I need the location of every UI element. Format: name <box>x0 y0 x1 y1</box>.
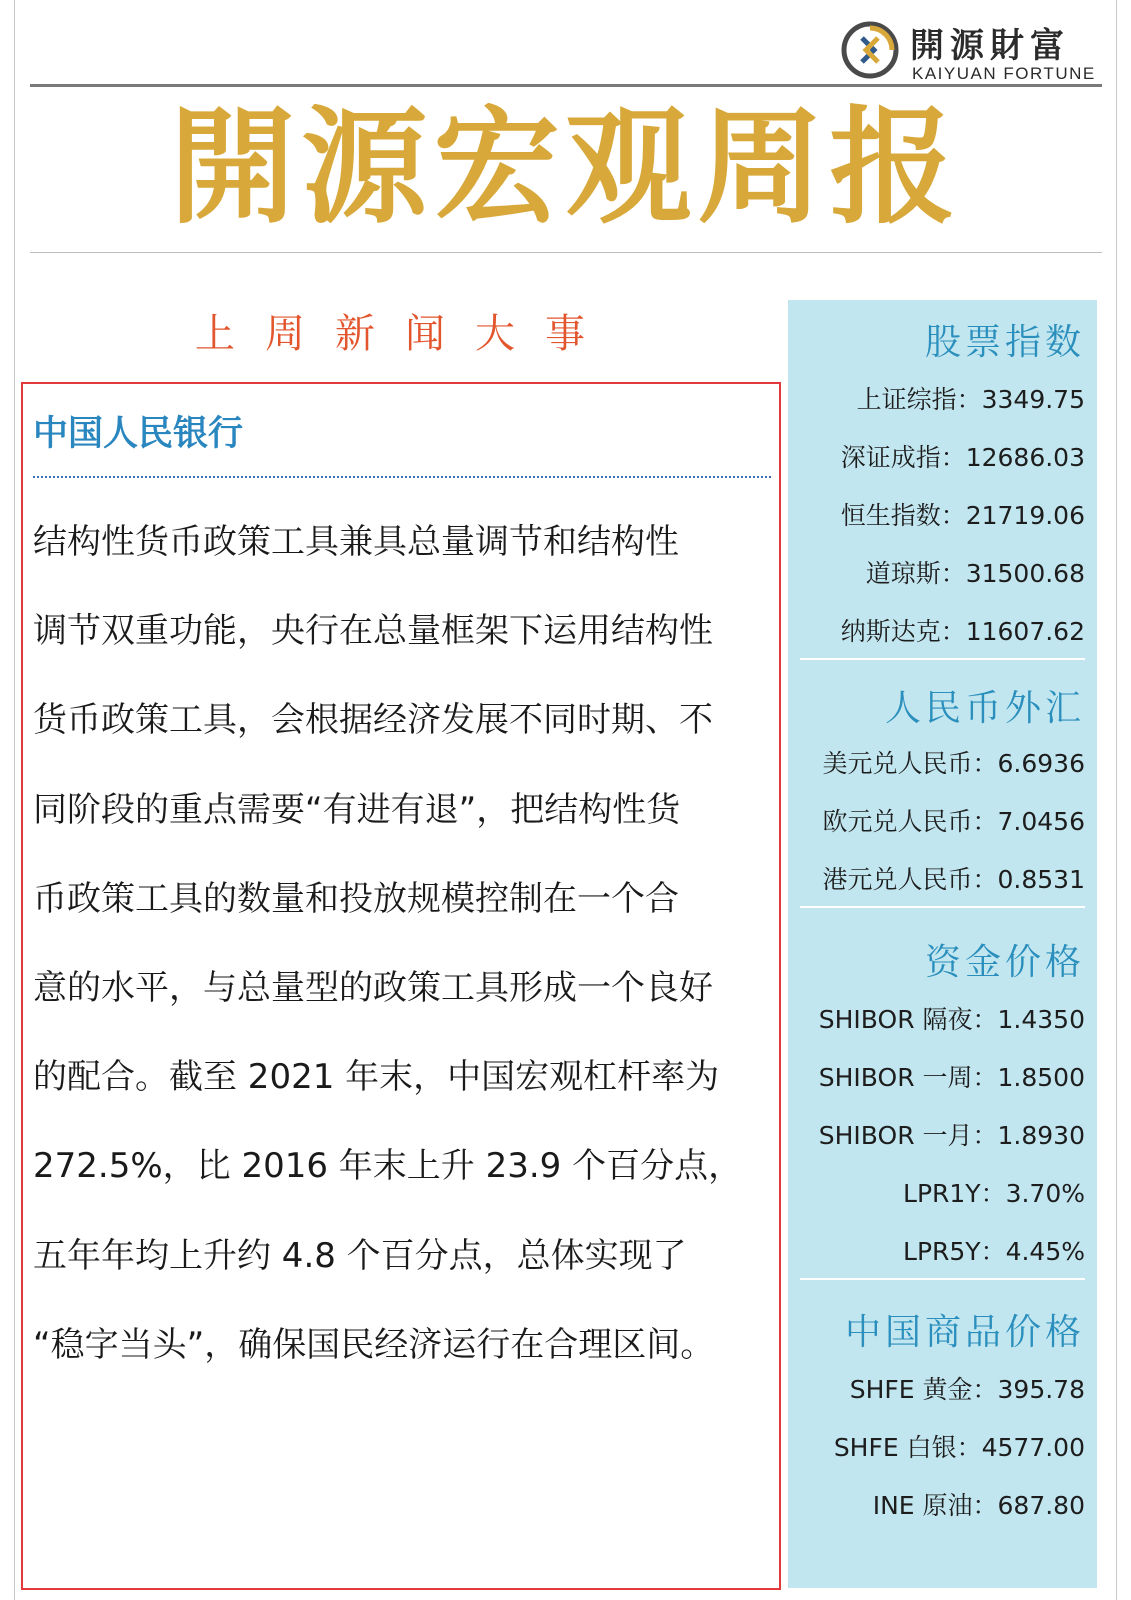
brand-name-cn: 開源財富 <box>910 26 1070 66</box>
brand-logo <box>840 14 1105 84</box>
kaiyuan-logo-icon <box>840 20 900 80</box>
funding-title: 资金价格 <box>924 942 1085 983</box>
panel-divider <box>800 658 1085 660</box>
stock-row: 上证综指：3349.75 <box>856 385 1085 414</box>
stock-row: 恒生指数：21719.06 <box>840 501 1085 530</box>
section-title: 上周新闻大事 <box>195 311 615 357</box>
funding-row: LPR5Y：4.45% <box>903 1237 1085 1266</box>
panel-divider <box>800 906 1085 908</box>
funding-row: SHIBOR 隔夜：1.4350 <box>818 1005 1085 1034</box>
masthead-title: 開源宏观周报 <box>169 94 962 241</box>
stocks-title: 股票指数 <box>924 322 1085 363</box>
article-title: 中国人民银行 <box>33 414 244 454</box>
fx-title: 人民币外汇 <box>884 688 1085 729</box>
market-panel <box>788 300 1097 1588</box>
article-body: 结构性货币政策工具兼具总量调节和结构性 调节双重功能，央行在总量框架下运用结构性 货币政策工具，会根据经济发展不同时期、不 同阶段的重点需要“有进有退”，把结构性货 币政策工具的数量和投放规模控制在一个合 意的水平，与总量型的政策工具形成一个良好 的配合。截至 2021 年末，中国宏观杠杆率为 272.5%，比 2016 年末上升 23.9 个百分点， 五年年均上升约 4.8 个百分点，总体实现了 “稳字当头”，确保国民经济运行在合理区间。 <box>33 522 743 1365</box>
commodity-row: INE 原油：687.80 <box>872 1491 1085 1520</box>
masthead-divider <box>30 252 1102 253</box>
fx-row: 欧元兑人民币：7.0456 <box>822 807 1085 836</box>
stock-row: 纳斯达克：11607.62 <box>840 617 1085 646</box>
funding-row: SHIBOR 一月：1.8930 <box>818 1121 1085 1150</box>
fx-row: 美元兑人民币：6.6936 <box>822 749 1085 778</box>
commodity-row: SHFE 白银：4577.00 <box>833 1433 1085 1462</box>
panel-divider <box>800 1278 1085 1280</box>
stock-row: 道琼斯：31500.68 <box>865 559 1085 588</box>
funding-row: LPR1Y：3.70% <box>903 1179 1085 1208</box>
article-title-divider <box>33 476 771 478</box>
commodities-title: 中国商品价格 <box>844 1312 1085 1353</box>
news-article <box>21 382 781 1590</box>
commodity-row: SHFE 黄金：395.78 <box>849 1375 1085 1404</box>
stock-row: 深证成指：12686.03 <box>840 443 1085 472</box>
header-divider <box>30 84 1102 87</box>
fx-row: 港元兑人民币：0.8531 <box>822 865 1085 894</box>
funding-row: SHIBOR 一周：1.8500 <box>818 1063 1085 1092</box>
brand-name-en: KAIYUAN FORTUNE <box>912 64 1096 83</box>
